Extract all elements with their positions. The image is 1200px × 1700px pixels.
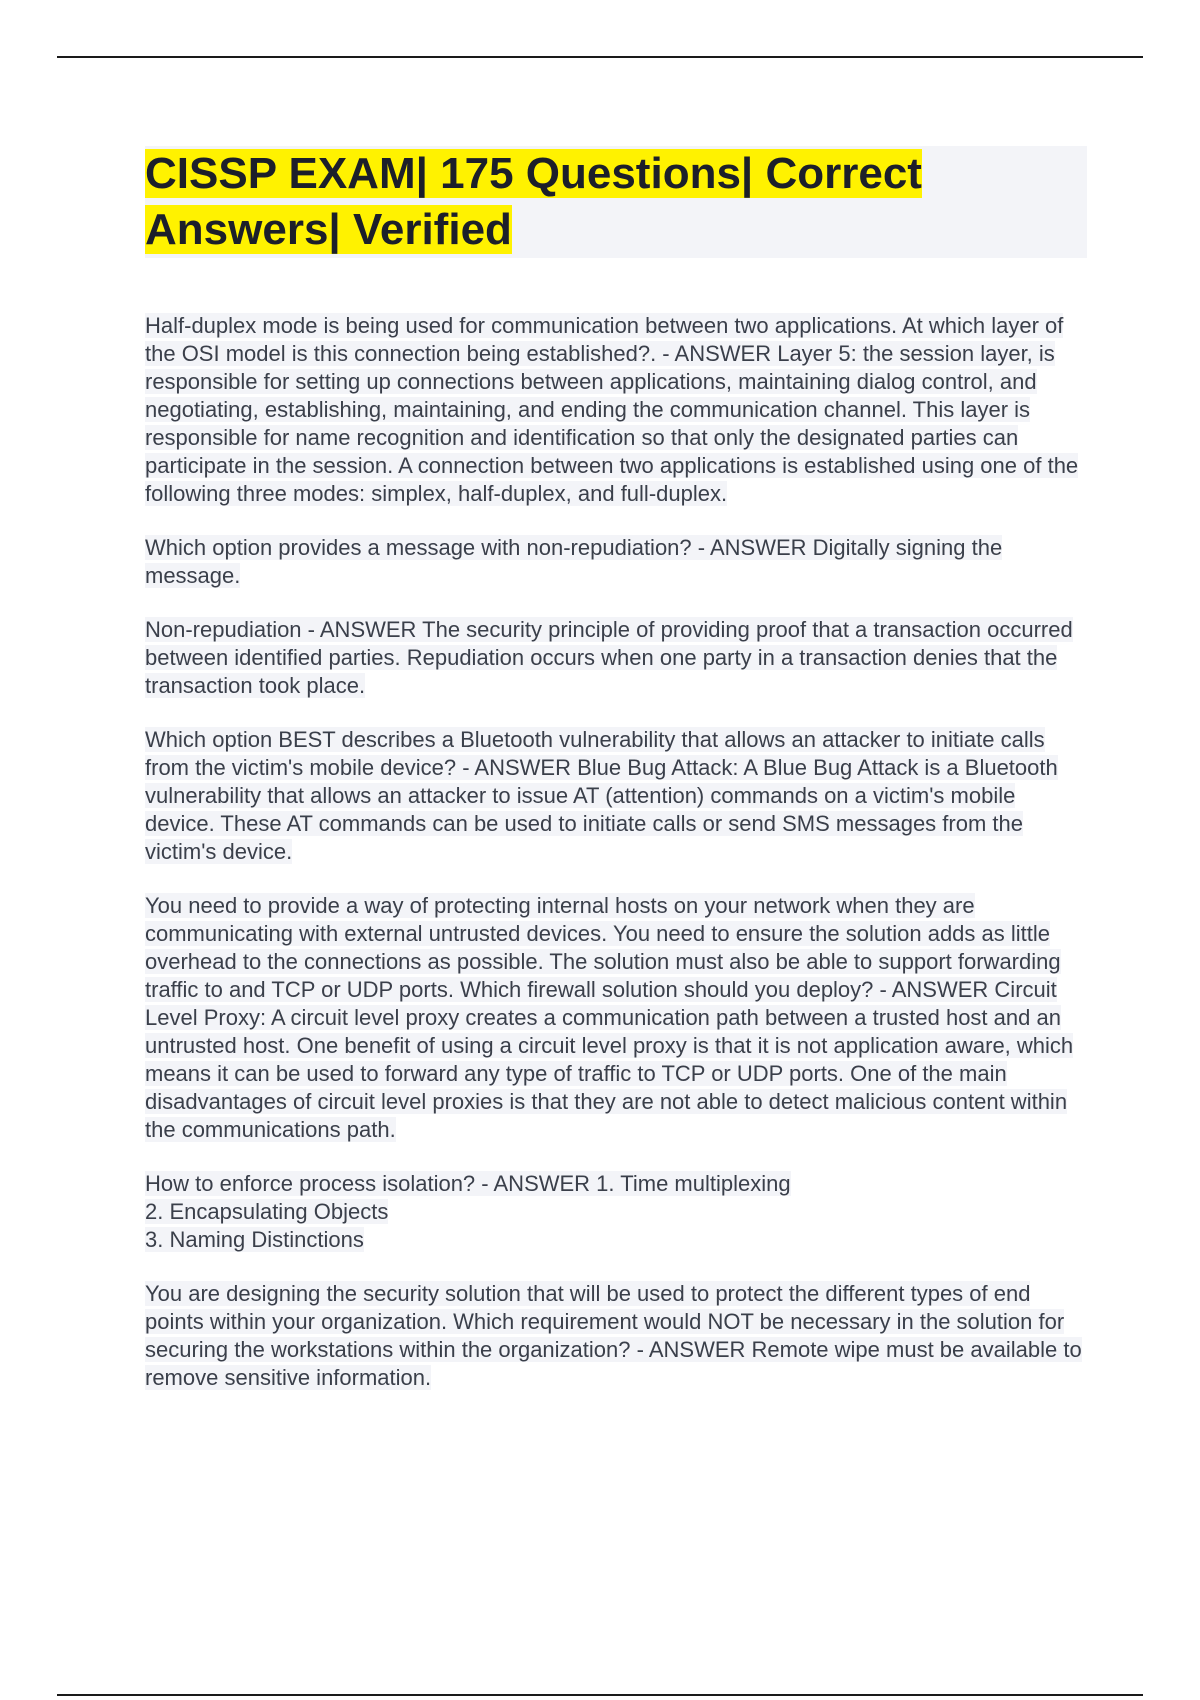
qa-entry-bluetooth-vulnerability: Which option BEST describes a Bluetooth vulnerability that allows an attacker to initiate calls from the victim's mobile device? - ANSWER Blue Bug Attack: A Blue Bug Attack is a Bluetooth vulnerability that allows an attacker to issue AT (attention) commands on a victim's mobile device. These AT commands can be used to initiate calls or send SMS messages from the victim's device. bbox=[145, 727, 1058, 864]
title-highlight: CISSP EXAM| 175 Questions| Correct Answers| Verified bbox=[145, 149, 922, 254]
title-block bbox=[145, 146, 1087, 258]
qa-list bbox=[145, 312, 1089, 1418]
qa-entry-process-isolation: How to enforce process isolation? - ANSWER 1. Time multiplexing 2. Encapsulating Objects 3. Naming Distinctions bbox=[145, 1171, 791, 1252]
bottom-rule bbox=[57, 1694, 1143, 1696]
qa-entry-endpoint-security: You are designing the security solution that will be used to protect the different types of end points within your organization. Which requirement would NOT be necessary in the solution for securing the workstations within the organization? - ANSWER Remote wipe must be available to remove sensitive information. bbox=[145, 1281, 1082, 1390]
qa-entry-osi-half-duplex: Half-duplex mode is being used for communication between two applications. At which layer of the OSI model is this connection being established?. - ANSWER Layer 5: the session layer, is responsible for setting up connections between applications, maintaining dialog control, and negotiating, establishing, maintaining, and ending the communication channel. This layer is responsible for name recognition and identification so that only the designated parties can participate in the session. A connection between two applications is established using one of the following three modes: simplex, half-duplex, and full-duplex. bbox=[145, 313, 1079, 506]
document-title bbox=[145, 146, 1087, 258]
qa-entry-non-repudiation-message: Which option provides a message with non-repudiation? - ANSWER Digitally signing the message. bbox=[145, 535, 1003, 588]
qa-entry-firewall-solution: You need to provide a way of protecting internal hosts on your network when they are communicating with external untrusted devices. You need to ensure the solution adds as little overhead to the connections as possible. The solution must also be able to support forwarding traffic to and TCP or UDP ports. Which firewall solution should you deploy? - ANSWER Circuit Level Proxy: A circuit level proxy creates a communication path between a trusted host and an untrusted host. One benefit of using a circuit level proxy is that it is not application aware, which means it can be used to forward any type of traffic to TCP or UDP ports. One of the main disadvantages of circuit level proxies is that they are not able to detect malicious content within the communications path. bbox=[145, 893, 1074, 1142]
qa-entry-non-repudiation-definition: Non-repudiation - ANSWER The security principle of providing proof that a transaction occurred between identified parties. Repudiation occurs when one party in a transaction denies that the transaction took place. bbox=[145, 617, 1073, 698]
top-rule bbox=[57, 56, 1143, 58]
